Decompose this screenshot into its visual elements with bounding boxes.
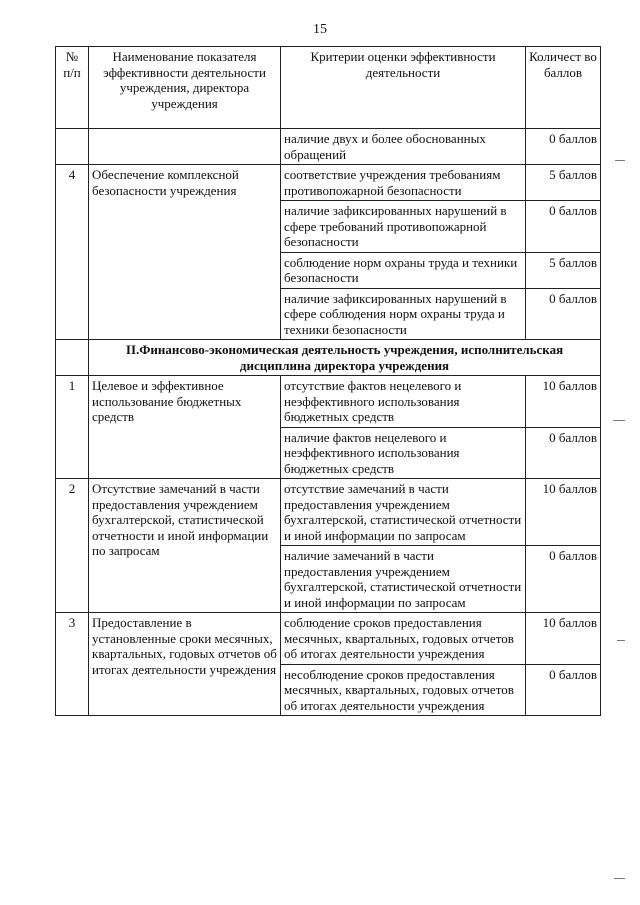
cell-num [56, 129, 89, 165]
cell-num [56, 340, 89, 376]
table-row [56, 376, 601, 428]
cell-criterion: наличие фактов нецелевого и неэффективного использования бюджетных средств [281, 427, 526, 479]
cell-points: 5 баллов [526, 252, 601, 288]
cell-criterion: наличие двух и более обоснованных обращений [281, 129, 526, 165]
cell-criterion: соблюдение норм охраны труда и техники безопасности [281, 252, 526, 288]
cell-points: 5 баллов [526, 165, 601, 201]
cell-criterion: отсутствие замечаний в части предоставления учреждением бухгалтерской, статистической отчетности и иной информации по запросам [281, 479, 526, 546]
cell-points: 0 баллов [526, 288, 601, 340]
cell-points: 10 баллов [526, 479, 601, 546]
cell-criterion: наличие зафиксированных нарушений в сфере соблюдения норм охраны труда и техники безопасности [281, 288, 526, 340]
cell-points: 0 баллов [526, 546, 601, 613]
header-points: Количест во баллов [526, 47, 601, 129]
section-title: II.Финансово-экономическая деятельность учреждения, исполнительская дисциплина директора учреждения [89, 340, 601, 376]
cell-points: 10 баллов [526, 613, 601, 665]
cell-num: 4 [56, 165, 89, 340]
cell-criterion: наличие зафиксированных нарушений в сфере требований противопожарной безопасности [281, 201, 526, 253]
cell-criterion: наличие замечаний в части предоставления учреждением бухгалтерской, статистической отчетности и иной информации по запросам [281, 546, 526, 613]
cell-points: 0 баллов [526, 129, 601, 165]
cell-num: 3 [56, 613, 89, 716]
header-criteria: Критерии оценки эффективности деятельности [281, 47, 526, 129]
header-num: № п/п [56, 47, 89, 129]
cell-name [89, 129, 281, 165]
cell-name: Обеспечение комплексной безопасности учреждения [89, 165, 281, 340]
table-header-row [56, 47, 601, 129]
header-name: Наименование показателя эффективности деятельности учреждения, директора учреждения [89, 47, 281, 129]
margin-mark [614, 878, 625, 879]
cell-criterion: соответствие учреждения требованиям противопожарной безопасности [281, 165, 526, 201]
table-row [56, 165, 601, 201]
cell-points: 0 баллов [526, 201, 601, 253]
cell-name: Предоставление в установленные сроки месячных, квартальных, годовых отчетов об итогах деятельности учреждения [89, 613, 281, 716]
margin-mark [615, 160, 625, 161]
criteria-table [55, 46, 601, 716]
cell-name: Целевое и эффективное использование бюджетных средств [89, 376, 281, 479]
cell-num: 1 [56, 376, 89, 479]
cell-criterion: отсутствие фактов нецелевого и неэффективного использования бюджетных средств [281, 376, 526, 428]
cell-name: Отсутствие замечаний в части предоставления учреждением бухгалтерской, статистической отчетности и иной информации по запросам [89, 479, 281, 613]
table-row [56, 129, 601, 165]
section-row [56, 340, 601, 376]
margin-mark [613, 420, 625, 421]
cell-points: 0 баллов [526, 664, 601, 716]
table-row [56, 613, 601, 665]
cell-criterion: соблюдение сроков предоставления месячных, квартальных, годовых отчетов об итогах деятельности учреждения [281, 613, 526, 665]
table-row [56, 479, 601, 546]
cell-points: 0 баллов [526, 427, 601, 479]
margin-mark [617, 640, 625, 641]
cell-points: 10 баллов [526, 376, 601, 428]
cell-num: 2 [56, 479, 89, 613]
cell-criterion: несоблюдение сроков предоставления месячных, квартальных, годовых отчетов об итогах деятельности учреждения [281, 664, 526, 716]
page-number: 15 [313, 22, 327, 37]
